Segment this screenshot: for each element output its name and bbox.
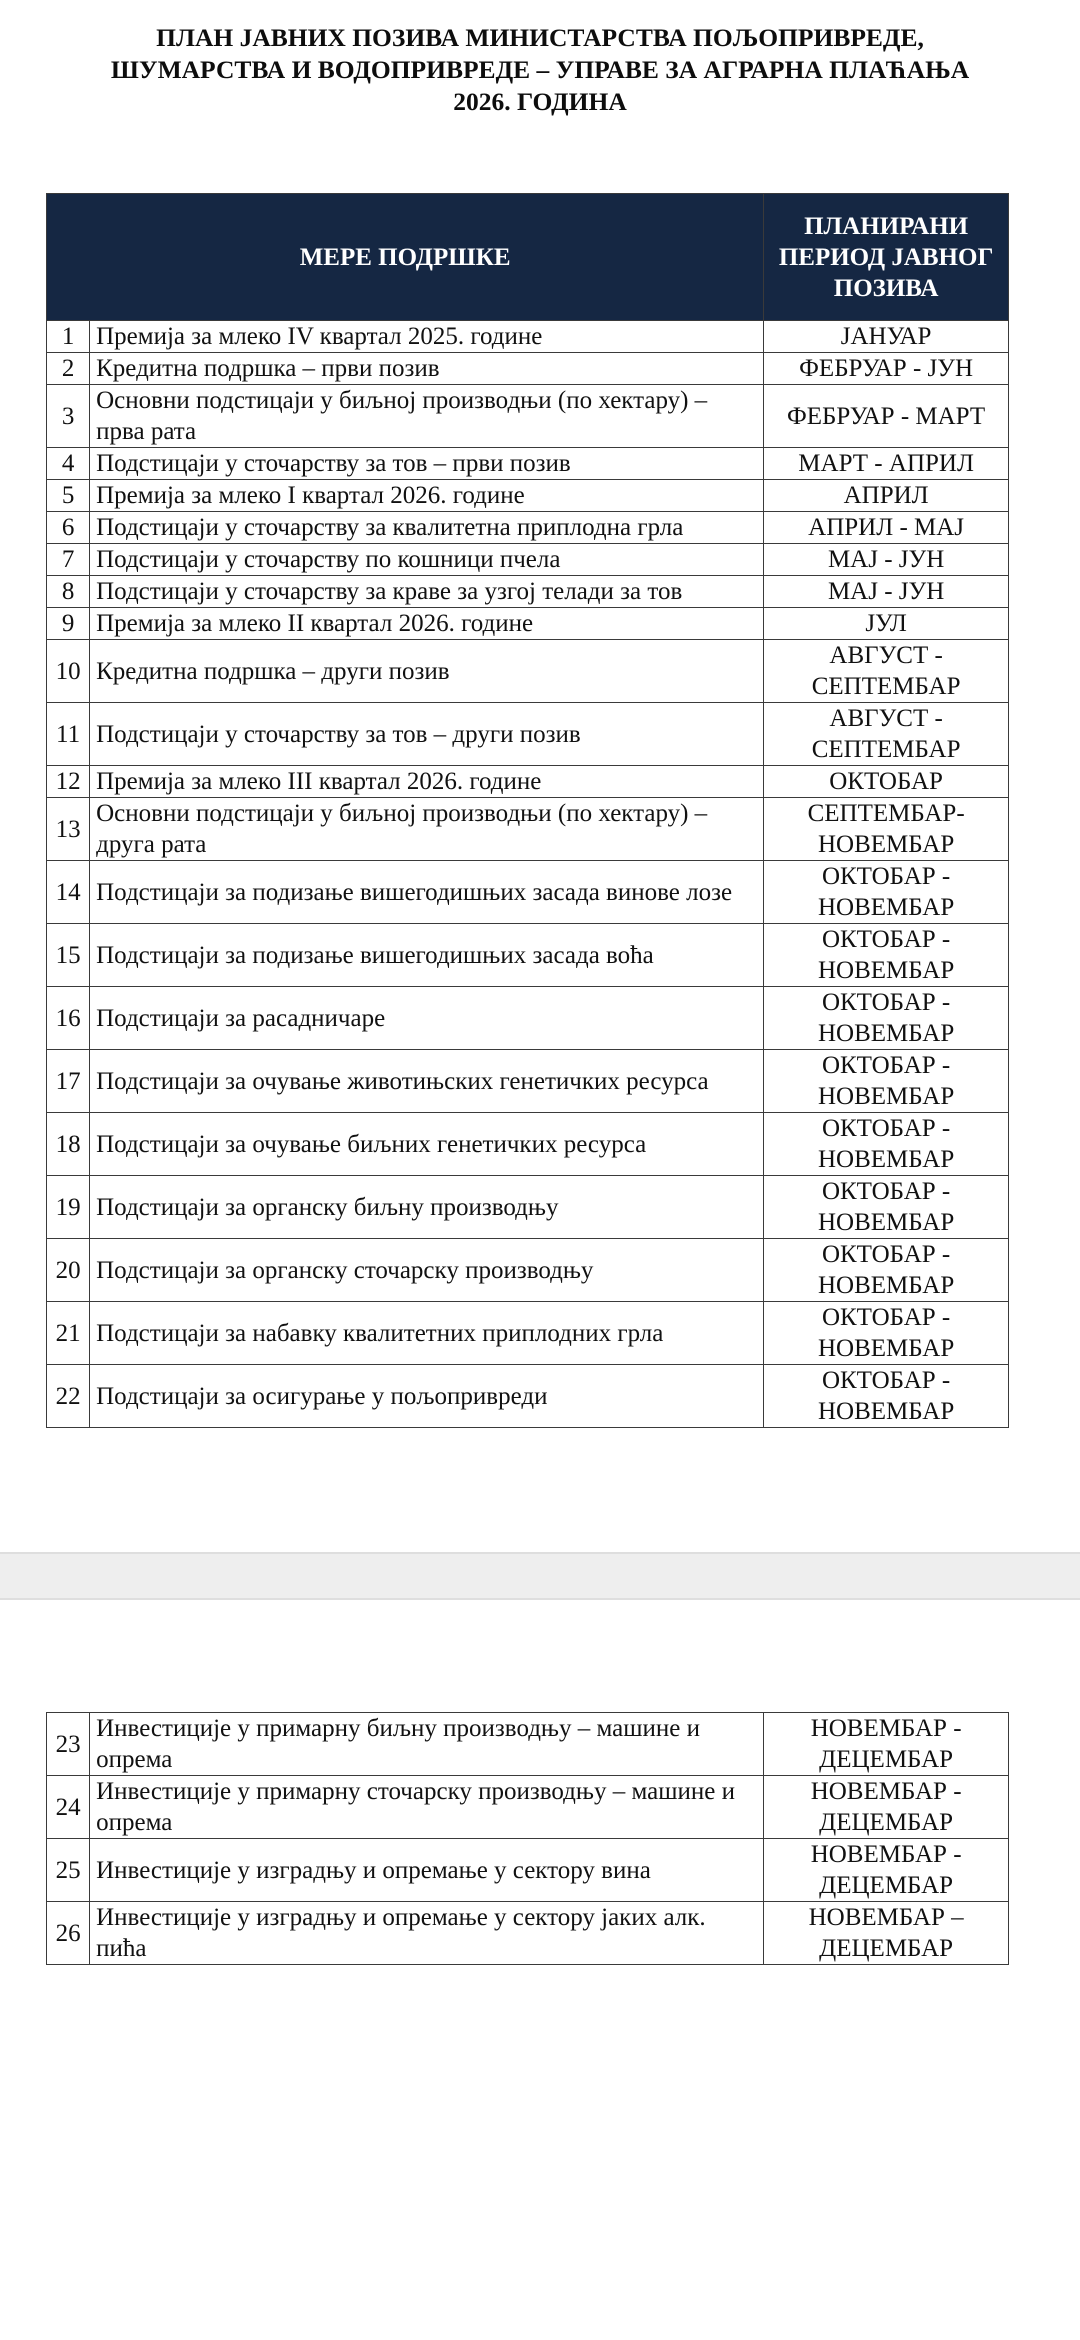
row-period: ОКТОБАР - НОВЕМБАР	[764, 861, 1009, 924]
row-period: АВГУСТ - СЕПТЕМБАР	[764, 640, 1009, 703]
row-number: 3	[47, 385, 90, 448]
title-line: ПЛАН ЈАВНИХ ПОЗИВА МИНИСТАРСТВА ПОЉОПРИВРЕДЕ,	[156, 23, 924, 52]
row-number: 13	[47, 798, 90, 861]
row-period: НОВЕМБАР - ДЕЦЕМБАР	[764, 1776, 1009, 1839]
row-period: ОКТОБАР - НОВЕМБАР	[764, 1050, 1009, 1113]
row-period: ОКТОБАР - НОВЕМБАР	[764, 1239, 1009, 1302]
row-number: 12	[47, 766, 90, 798]
row-number: 26	[47, 1902, 90, 1965]
table-row	[47, 1902, 1009, 1965]
row-measure: Подстицаји у сточарству за тов – први позив	[90, 448, 764, 480]
table-row	[47, 1713, 1009, 1776]
title-line: 2026. ГОДИНА	[453, 87, 627, 116]
row-period: ФЕБРУАР - МАРТ	[764, 385, 1009, 448]
row-measure: Подстицаји за осигурање у пољопривреди	[90, 1365, 764, 1428]
row-period: ОКТОБАР - НОВЕМБАР	[764, 924, 1009, 987]
header-period: ПЛАНИРАНИ ПЕРИОД ЈАВНОГ ПОЗИВА	[764, 194, 1009, 321]
row-period: ЈАНУАР	[764, 321, 1009, 353]
table-row	[47, 480, 1009, 512]
row-measure: Подстицаји за расадничаре	[90, 987, 764, 1050]
row-number: 8	[47, 576, 90, 608]
public-calls-table-continued	[46, 1712, 1009, 1965]
row-measure: Премија за млеко II квартал 2026. године	[90, 608, 764, 640]
table-row	[47, 703, 1009, 766]
table-row	[47, 1302, 1009, 1365]
document-title	[40, 22, 1040, 118]
table-row	[47, 1776, 1009, 1839]
row-measure: Премија за млеко I квартал 2026. године	[90, 480, 764, 512]
table-row	[47, 798, 1009, 861]
header-measures: МЕРЕ ПОДРШКЕ	[47, 194, 764, 321]
row-period: АПРИЛ	[764, 480, 1009, 512]
public-calls-table	[46, 193, 1009, 1428]
table-row	[47, 448, 1009, 480]
row-measure: Подстицаји у сточарству за квалитетна приплодна грла	[90, 512, 764, 544]
table-row	[47, 353, 1009, 385]
row-measure: Подстицаји за очување животињских генетичких ресурса	[90, 1050, 764, 1113]
row-period: МАРТ - АПРИЛ	[764, 448, 1009, 480]
row-measure: Инвестиције у изградњу и опремање у сектору вина	[90, 1839, 764, 1902]
row-number: 20	[47, 1239, 90, 1302]
row-measure: Премија за млеко III квартал 2026. године	[90, 766, 764, 798]
row-measure: Инвестиције у примарну биљну производњу – машине и опрема	[90, 1713, 764, 1776]
table-row	[47, 987, 1009, 1050]
row-measure: Подстицаји за набавку квалитетних приплодних грла	[90, 1302, 764, 1365]
table-header-row	[47, 194, 1009, 321]
row-period: НОВЕМБАР – ДЕЦЕМБАР	[764, 1902, 1009, 1965]
row-period: АВГУСТ - СЕПТЕМБАР	[764, 703, 1009, 766]
table-row	[47, 512, 1009, 544]
row-measure: Подстицаји за органску сточарску производњу	[90, 1239, 764, 1302]
row-period: ОКТОБАР - НОВЕМБАР	[764, 1365, 1009, 1428]
row-number: 5	[47, 480, 90, 512]
row-measure: Основни подстицаји у биљној производњи (по хектару) – прва рата	[90, 385, 764, 448]
row-number: 18	[47, 1113, 90, 1176]
row-period: СЕПТЕМБАР-НОВЕМБАР	[764, 798, 1009, 861]
row-period: НОВЕМБАР - ДЕЦЕМБАР	[764, 1713, 1009, 1776]
row-measure: Премија за млеко IV квартал 2025. године	[90, 321, 764, 353]
row-period: МАЈ - ЈУН	[764, 576, 1009, 608]
row-number: 23	[47, 1713, 90, 1776]
row-number: 6	[47, 512, 90, 544]
row-measure: Инвестиције у изградњу и опремање у сектору јаких алк. пића	[90, 1902, 764, 1965]
table-row	[47, 576, 1009, 608]
page-break	[0, 1552, 1080, 1600]
title-line: ШУМАРСТВА И ВОДОПРИВРЕДЕ – УПРАВЕ ЗА АГРАРНА ПЛАЋАЊА	[110, 55, 970, 84]
row-number: 10	[47, 640, 90, 703]
row-period: ОКТОБАР - НОВЕМБАР	[764, 987, 1009, 1050]
table-row	[47, 544, 1009, 576]
table-row	[47, 608, 1009, 640]
row-number: 21	[47, 1302, 90, 1365]
table-row	[47, 640, 1009, 703]
row-measure: Основни подстицаји у биљној производњи (по хектару) – друга рата	[90, 798, 764, 861]
row-period: ОКТОБАР - НОВЕМБАР	[764, 1176, 1009, 1239]
row-number: 7	[47, 544, 90, 576]
row-period: ЈУЛ	[764, 608, 1009, 640]
row-measure: Кредитна подршка – други позив	[90, 640, 764, 703]
row-measure: Инвестиције у примарну сточарску производњу – машине и опрема	[90, 1776, 764, 1839]
table-row	[47, 385, 1009, 448]
row-measure: Подстицаји за подизање вишегодишњих засада винове лозе	[90, 861, 764, 924]
row-period: ОКТОБАР - НОВЕМБАР	[764, 1113, 1009, 1176]
table-row	[47, 1365, 1009, 1428]
row-period: МАЈ - ЈУН	[764, 544, 1009, 576]
row-number: 1	[47, 321, 90, 353]
table-row	[47, 1113, 1009, 1176]
table-row	[47, 766, 1009, 798]
row-measure: Подстицаји за подизање вишегодишњих засада воћа	[90, 924, 764, 987]
row-number: 17	[47, 1050, 90, 1113]
row-period: АПРИЛ - МАЈ	[764, 512, 1009, 544]
row-number: 25	[47, 1839, 90, 1902]
row-period: ОКТОБАР - НОВЕМБАР	[764, 1302, 1009, 1365]
table-row	[47, 1239, 1009, 1302]
row-measure: Подстицаји у сточарству за тов – други позив	[90, 703, 764, 766]
row-number: 4	[47, 448, 90, 480]
row-number: 22	[47, 1365, 90, 1428]
row-number: 2	[47, 353, 90, 385]
row-number: 16	[47, 987, 90, 1050]
row-measure: Подстицаји у сточарству по кошници пчела	[90, 544, 764, 576]
row-number: 11	[47, 703, 90, 766]
table-row	[47, 1839, 1009, 1902]
row-measure: Подстицаји за очување биљних генетичких ресурса	[90, 1113, 764, 1176]
row-measure: Подстицаји у сточарству за краве за узгој телади за тов	[90, 576, 764, 608]
row-number: 15	[47, 924, 90, 987]
row-number: 24	[47, 1776, 90, 1839]
row-number: 9	[47, 608, 90, 640]
row-number: 14	[47, 861, 90, 924]
row-measure: Подстицаји за органску биљну производњу	[90, 1176, 764, 1239]
table-row	[47, 924, 1009, 987]
row-measure: Кредитна подршка – први позив	[90, 353, 764, 385]
table-row	[47, 1050, 1009, 1113]
row-number: 19	[47, 1176, 90, 1239]
row-period: НОВЕМБАР - ДЕЦЕМБАР	[764, 1839, 1009, 1902]
table-row	[47, 861, 1009, 924]
row-period: ФЕБРУАР - ЈУН	[764, 353, 1009, 385]
table-row	[47, 1176, 1009, 1239]
table-row	[47, 321, 1009, 353]
row-period: ОКТОБАР	[764, 766, 1009, 798]
